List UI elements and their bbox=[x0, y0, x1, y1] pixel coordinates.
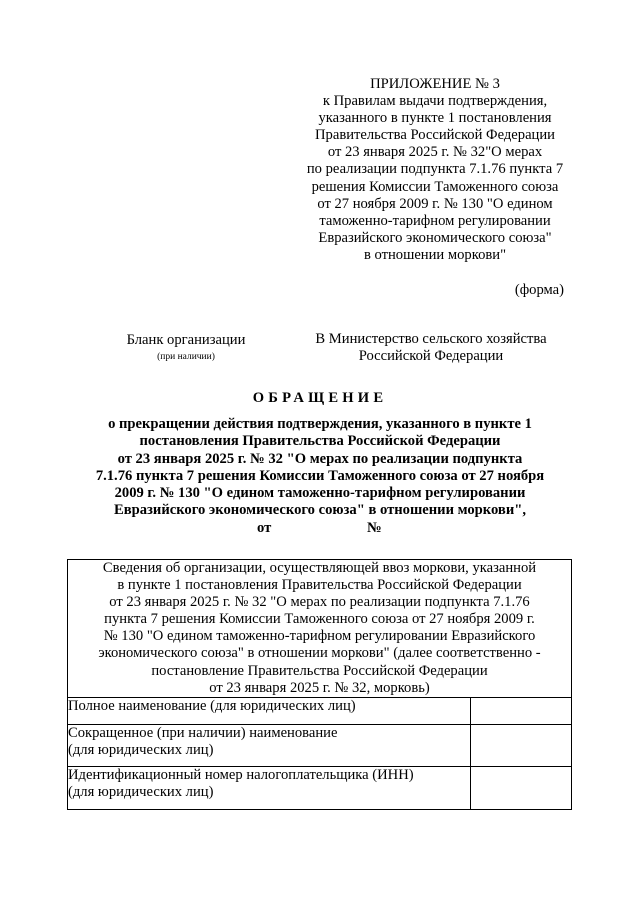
inn-value-cell[interactable] bbox=[470, 766, 571, 809]
appendix-line: решения Комиссии Таможенного союза bbox=[311, 178, 559, 195]
date-number-line bbox=[76, 520, 564, 537]
header-line: Сведения об организации, осуществляющей ввоз моркови, указанной bbox=[102, 560, 537, 576]
subject-line: от 23 января 2025 г. № 32 "О мерах по реализации подпункта bbox=[117, 450, 523, 467]
row-label-cell bbox=[68, 724, 471, 766]
header-line: постановление Правительства Российской Федерации bbox=[151, 662, 488, 679]
appendix-line: таможенно-тарифном регулировании bbox=[319, 212, 551, 229]
row-label-line: Сокращенное (при наличии) наименование bbox=[68, 724, 338, 741]
addressee-line: В Министерство сельского хозяйства bbox=[315, 331, 547, 347]
document-subject bbox=[76, 416, 564, 537]
header-line: от 23 января 2025 г. № 32, морковь) bbox=[209, 679, 430, 696]
table-row bbox=[68, 724, 572, 766]
organization-letterhead-block bbox=[96, 332, 276, 363]
letterhead-title: Бланк организации bbox=[126, 332, 246, 348]
table-header-row bbox=[68, 560, 572, 698]
letterhead-note: (при наличии) bbox=[157, 352, 215, 362]
header-line: экономического союза" в отношении моркови" (далее соответственно - bbox=[98, 645, 541, 662]
subject-line: 2009 г. № 130 "О едином таможенно-тарифном регулировании bbox=[114, 485, 526, 502]
appendix-line: по реализации подпункта 7.1.76 пункта 7 bbox=[306, 161, 564, 178]
subject-line: Евразийского экономического союза" в отношении моркови", bbox=[114, 502, 526, 519]
appendix-line: Евразийского экономического союза" bbox=[318, 229, 552, 246]
appendix-block bbox=[290, 76, 580, 264]
appendix-line: Правительства Российской Федерации bbox=[315, 127, 555, 144]
subject-line: 7.1.76 пункта 7 решения Комиссии Таможенного союза от 27 ноября bbox=[95, 467, 545, 484]
number-label: № bbox=[367, 519, 382, 536]
appendix-line: к Правилам выдачи подтверждения, bbox=[322, 93, 548, 110]
form-label: (форма) bbox=[514, 282, 564, 298]
row-label-line: Полное наименование (для юридических лиц) bbox=[68, 697, 356, 714]
date-label: от bbox=[257, 519, 272, 536]
row-label-line: (для юридических лиц) bbox=[68, 783, 214, 800]
subject-line: о прекращении действия подтверждения, указанного в пункте 1 bbox=[108, 416, 532, 432]
appendix-line: от 23 января 2025 г. № 32"О мерах bbox=[327, 144, 543, 161]
appendix-line: в отношении моркови" bbox=[363, 246, 507, 263]
row-label-line: Идентификационный номер налогоплательщика (ИНН) bbox=[68, 766, 414, 783]
addressee-line: Российской Федерации bbox=[358, 348, 504, 365]
addressee-block bbox=[300, 331, 562, 365]
short-name-value-cell[interactable] bbox=[470, 724, 571, 766]
full-name-value-cell[interactable] bbox=[470, 697, 571, 724]
header-line: в пункте 1 постановления Правительства Российской Федерации bbox=[117, 577, 522, 594]
table-header-cell bbox=[68, 560, 572, 698]
table-row bbox=[68, 766, 572, 809]
appendix-line: от 27 ноября 2009 г. № 130 "О едином bbox=[317, 195, 553, 212]
row-label-line: (для юридических лиц) bbox=[68, 741, 214, 758]
row-label-cell bbox=[68, 766, 471, 809]
header-line: № 130 "О едином таможенно-тарифном регулировании Евразийского bbox=[103, 628, 536, 645]
document-title: ОБРАЩЕНИЕ bbox=[252, 390, 388, 406]
table-row bbox=[68, 697, 572, 724]
header-line: от 23 января 2025 г. № 32 "О мерах по реализации подпункта 7.1.76 bbox=[109, 594, 530, 611]
row-label-cell bbox=[68, 697, 471, 724]
header-line: пункта 7 решения Комиссии Таможенного союза от 27 ноября 2009 г. bbox=[104, 611, 535, 628]
appendix-line: ПРИЛОЖЕНИЕ № 3 bbox=[370, 76, 500, 92]
appendix-line: указанного в пункте 1 постановления bbox=[318, 110, 552, 127]
subject-line: постановления Правительства Российской Федерации bbox=[139, 433, 501, 450]
organization-info-table bbox=[67, 559, 572, 810]
